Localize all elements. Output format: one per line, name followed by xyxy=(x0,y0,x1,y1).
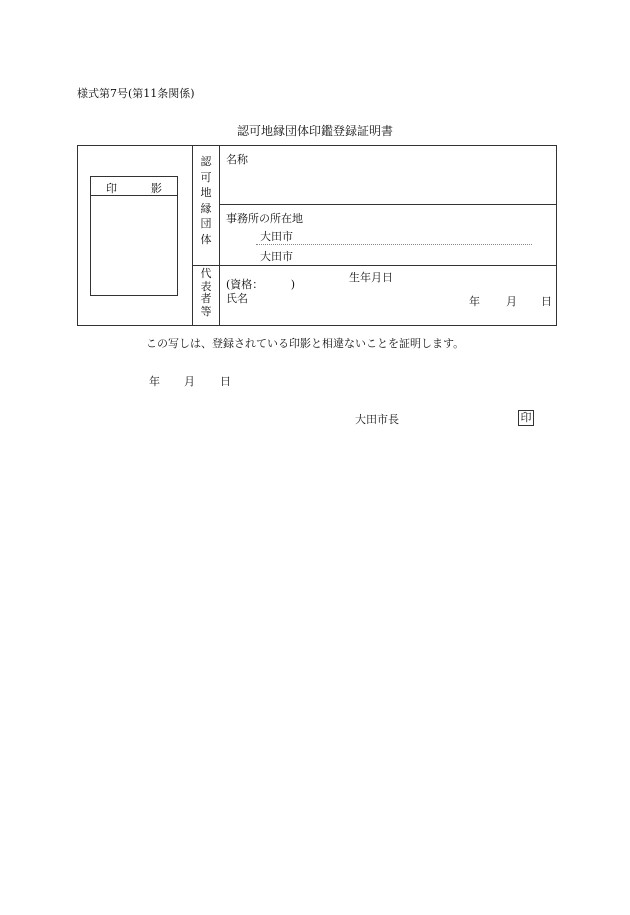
side-label-char: 縁 xyxy=(200,201,212,215)
address-dotted-line xyxy=(256,244,532,245)
qualification-field: (資格： ) xyxy=(226,278,296,291)
seal-label-left: 印 xyxy=(106,182,117,195)
certification-text: この写しは、登録されている印影と相違ないことを証明します。 xyxy=(146,337,465,350)
side-label-rep xyxy=(199,268,213,318)
side-label-group xyxy=(199,154,213,247)
divider-seal xyxy=(192,145,193,326)
seal-label-right: 影 xyxy=(151,182,162,195)
issue-day-label: 日 xyxy=(220,375,231,388)
seal-impression-box xyxy=(90,176,178,296)
person-name-label: 氏名 xyxy=(226,292,248,305)
city-line-2: 大田市 xyxy=(260,250,293,263)
side-label-char: 体 xyxy=(200,232,212,246)
divider-label xyxy=(219,145,220,326)
side-label-char: 等 xyxy=(200,304,212,318)
side-label-char: 団 xyxy=(200,217,212,230)
city-line-1: 大田市 xyxy=(260,230,293,243)
official-stamp-mark: 印 xyxy=(518,410,534,426)
mayor-title: 大田市長 xyxy=(355,413,399,426)
seal-box-divider xyxy=(90,195,178,196)
birth-year-label: 年 xyxy=(469,295,480,308)
birthdate-label: 生年月日 xyxy=(349,271,393,284)
side-label-char: 表 xyxy=(200,279,212,293)
form-number: 様式第7号(第11条関係) xyxy=(77,87,195,100)
side-label-char: 代 xyxy=(200,267,212,280)
divider-group-rep xyxy=(192,265,557,266)
name-label: 名称 xyxy=(226,153,248,166)
divider-name-office xyxy=(219,204,557,205)
page-title: 認可地縁団体印鑑登録証明書 xyxy=(236,124,393,138)
side-label-char: 者 xyxy=(200,292,212,305)
birth-month-label: 月 xyxy=(506,295,517,308)
issue-year-label: 年 xyxy=(149,375,160,388)
side-label-char: 地 xyxy=(200,186,212,199)
issue-month-label: 月 xyxy=(184,375,195,388)
office-address-label: 事務所の所在地 xyxy=(226,212,303,225)
side-label-char: 可 xyxy=(200,170,212,184)
side-label-char: 認 xyxy=(200,155,212,168)
birth-day-label: 日 xyxy=(541,295,552,308)
